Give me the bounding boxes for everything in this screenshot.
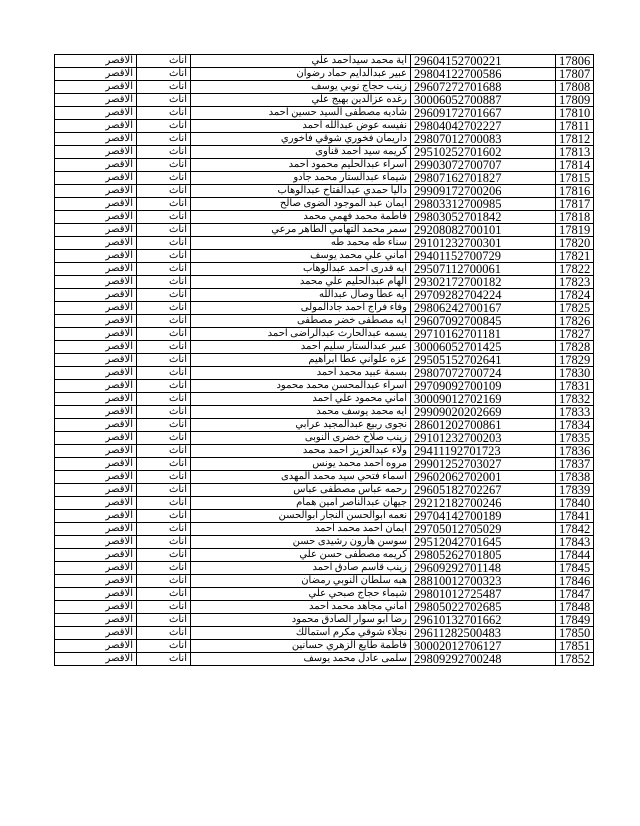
governorate-cell: الاقصر <box>55 250 137 263</box>
serial-number-cell: 17837 <box>556 458 594 471</box>
gender-cell: اناث <box>137 341 191 354</box>
table-row <box>55 640 594 653</box>
national-id-cell: 29806242700167 <box>411 302 556 315</box>
national-id-cell: 29803052701842 <box>411 211 556 224</box>
national-id-cell: 29803312700985 <box>411 198 556 211</box>
gender-cell: اناث <box>137 640 191 653</box>
national-id-cell: 29709282704224 <box>411 289 556 302</box>
gender-cell: اناث <box>137 172 191 185</box>
name-cell: بسمة عبيد محمد احمد <box>191 367 411 380</box>
governorate-cell: الاقصر <box>55 445 137 458</box>
governorate-cell: الاقصر <box>55 198 137 211</box>
table-row <box>55 523 594 536</box>
table-row <box>55 484 594 497</box>
gender-cell: اناث <box>137 237 191 250</box>
name-cell: سمر محمد التهامي الطاهر مرعي <box>191 224 411 237</box>
serial-number-cell: 17845 <box>556 562 594 575</box>
name-cell: اماني محمود علي احمد <box>191 393 411 406</box>
table-row <box>55 367 594 380</box>
name-cell: سوسن هارون رشيدى حسن <box>191 536 411 549</box>
gender-cell: اناث <box>137 458 191 471</box>
serial-number-cell: 17829 <box>556 354 594 367</box>
serial-number-cell: 17808 <box>556 81 594 94</box>
serial-number-cell: 17822 <box>556 263 594 276</box>
national-id-cell: 28601202700861 <box>411 419 556 432</box>
serial-number-cell: 17839 <box>556 484 594 497</box>
table-row <box>55 354 594 367</box>
national-id-cell: 29607092700845 <box>411 315 556 328</box>
gender-cell: اناث <box>137 367 191 380</box>
serial-number-cell: 17815 <box>556 172 594 185</box>
serial-number-cell: 17835 <box>556 432 594 445</box>
table-row <box>55 107 594 120</box>
national-id-cell: 29602062702001 <box>411 471 556 484</box>
gender-cell: اناث <box>137 549 191 562</box>
table-row <box>55 497 594 510</box>
name-cell: ايه عطا وصال عبدالله <box>191 289 411 302</box>
name-cell: سناء طه محمد طه <box>191 237 411 250</box>
name-cell: ايه محمد يوسف محمد <box>191 406 411 419</box>
table-row <box>55 627 594 640</box>
gender-cell: اناث <box>137 198 191 211</box>
national-id-cell: 29505152702641 <box>411 354 556 367</box>
national-id-cell: 30002012706127 <box>411 640 556 653</box>
gender-cell: اناث <box>137 601 191 614</box>
name-cell: نجوى ربيع عبدالمجيد عرابي <box>191 419 411 432</box>
national-id-cell: 29807072700724 <box>411 367 556 380</box>
serial-number-cell: 17849 <box>556 614 594 627</box>
national-id-cell: 29804042702227 <box>411 120 556 133</box>
table-row <box>55 536 594 549</box>
national-id-cell: 29805022702685 <box>411 601 556 614</box>
serial-number-cell: 17832 <box>556 393 594 406</box>
table-row <box>55 588 594 601</box>
national-id-cell: 29809292700248 <box>411 653 556 666</box>
governorate-cell: الاقصر <box>55 588 137 601</box>
gender-cell: اناث <box>137 159 191 172</box>
national-id-cell: 29903072700707 <box>411 159 556 172</box>
table-row <box>55 94 594 107</box>
name-cell: نعمه ابوالحسن النجار ابوالحسن <box>191 510 411 523</box>
table-row <box>55 159 594 172</box>
governorate-cell: الاقصر <box>55 185 137 198</box>
name-cell: نجلاء شوقي مكرم استمالك <box>191 627 411 640</box>
table-row <box>55 133 594 146</box>
serial-number-cell: 17850 <box>556 627 594 640</box>
name-cell: الهام عبدالحليم علي محمد <box>191 276 411 289</box>
gender-cell: اناث <box>137 328 191 341</box>
national-id-cell: 29512042701645 <box>411 536 556 549</box>
gender-cell: اناث <box>137 588 191 601</box>
table-row <box>55 328 594 341</box>
serial-number-cell: 17821 <box>556 250 594 263</box>
governorate-cell: الاقصر <box>55 68 137 81</box>
name-cell: رضا ابو سوار الصادق محمود <box>191 614 411 627</box>
serial-number-cell: 17847 <box>556 588 594 601</box>
serial-number-cell: 17830 <box>556 367 594 380</box>
national-id-cell: 29604152700221 <box>411 55 556 68</box>
table-row <box>55 393 594 406</box>
governorate-cell: الاقصر <box>55 263 137 276</box>
national-id-cell: 29801012725487 <box>411 588 556 601</box>
gender-cell: اناث <box>137 146 191 159</box>
serial-number-cell: 17838 <box>556 471 594 484</box>
name-cell: زينب قاسم صادق احمد <box>191 562 411 575</box>
table-row <box>55 81 594 94</box>
name-cell: وفاء فراج احمد جادالمولى <box>191 302 411 315</box>
gender-cell: اناث <box>137 562 191 575</box>
gender-cell: اناث <box>137 419 191 432</box>
serial-number-cell: 17834 <box>556 419 594 432</box>
name-cell: مروه احمد محمد يونس <box>191 458 411 471</box>
national-id-cell: 28810012700323 <box>411 575 556 588</box>
governorate-cell: الاقصر <box>55 380 137 393</box>
name-cell: زينب صلاح خضرى النوبى <box>191 432 411 445</box>
name-cell: عبير عبدالدايم حماد رضوان <box>191 68 411 81</box>
governorate-cell: الاقصر <box>55 640 137 653</box>
name-cell: ولاء عبدالعزيز احمد محمد <box>191 445 411 458</box>
gender-cell: اناث <box>137 276 191 289</box>
table-row <box>55 549 594 562</box>
national-id-cell: 29610132701662 <box>411 614 556 627</box>
governorate-cell: الاقصر <box>55 406 137 419</box>
gender-cell: اناث <box>137 250 191 263</box>
serial-number-cell: 17825 <box>556 302 594 315</box>
name-cell: اسراء عبدالمحسن محمد محمود <box>191 380 411 393</box>
national-id-cell: 29704142700189 <box>411 510 556 523</box>
governorate-cell: الاقصر <box>55 419 137 432</box>
governorate-cell: الاقصر <box>55 81 137 94</box>
governorate-cell: الاقصر <box>55 510 137 523</box>
governorate-cell: الاقصر <box>55 133 137 146</box>
table-row <box>55 406 594 419</box>
governorate-cell: الاقصر <box>55 315 137 328</box>
gender-cell: اناث <box>137 653 191 666</box>
name-cell: زينب حجاج نوبي يوسف <box>191 81 411 94</box>
national-id-cell: 29710162701181 <box>411 328 556 341</box>
table-row <box>55 419 594 432</box>
gender-cell: اناث <box>137 302 191 315</box>
gender-cell: اناث <box>137 224 191 237</box>
table-row <box>55 237 594 250</box>
gender-cell: اناث <box>137 354 191 367</box>
name-cell: عزه علواني عطا ابراهيم <box>191 354 411 367</box>
governorate-cell: الاقصر <box>55 354 137 367</box>
national-id-cell: 29709092700109 <box>411 380 556 393</box>
gender-cell: اناث <box>137 510 191 523</box>
governorate-cell: الاقصر <box>55 432 137 445</box>
national-id-cell: 29411192701723 <box>411 445 556 458</box>
table-row <box>55 575 594 588</box>
name-cell: شيماء حجاج صبحي علي <box>191 588 411 601</box>
table-row <box>55 250 594 263</box>
serial-number-cell: 17806 <box>556 55 594 68</box>
national-id-cell: 29807012700083 <box>411 133 556 146</box>
serial-number-cell: 17807 <box>556 68 594 81</box>
governorate-cell: الاقصر <box>55 146 137 159</box>
governorate-cell: الاقصر <box>55 289 137 302</box>
table-row <box>55 185 594 198</box>
gender-cell: اناث <box>137 289 191 302</box>
governorate-cell: الاقصر <box>55 367 137 380</box>
records-table-body <box>55 55 594 666</box>
serial-number-cell: 17828 <box>556 341 594 354</box>
table-row <box>55 172 594 185</box>
governorate-cell: الاقصر <box>55 94 137 107</box>
table-row <box>55 471 594 484</box>
governorate-cell: الاقصر <box>55 601 137 614</box>
national-id-cell: 30006052701425 <box>411 341 556 354</box>
serial-number-cell: 17819 <box>556 224 594 237</box>
gender-cell: اناث <box>137 94 191 107</box>
name-cell: نفيسه عوض عبدالله احمد <box>191 120 411 133</box>
name-cell: جيهان عبدالناصر امين همام <box>191 497 411 510</box>
table-row <box>55 315 594 328</box>
table-row <box>55 224 594 237</box>
name-cell: شيماء عبدالستار محمد جادو <box>191 172 411 185</box>
national-id-cell: 29507112700061 <box>411 263 556 276</box>
gender-cell: اناث <box>137 523 191 536</box>
gender-cell: اناث <box>137 211 191 224</box>
governorate-cell: الاقصر <box>55 484 137 497</box>
gender-cell: اناث <box>137 380 191 393</box>
serial-number-cell: 17813 <box>556 146 594 159</box>
serial-number-cell: 17840 <box>556 497 594 510</box>
table-row <box>55 276 594 289</box>
gender-cell: اناث <box>137 575 191 588</box>
table-row <box>55 302 594 315</box>
governorate-cell: الاقصر <box>55 562 137 575</box>
gender-cell: اناث <box>137 120 191 133</box>
name-cell: ايمان عبد الموجود الضوى صالح <box>191 198 411 211</box>
table-row <box>55 263 594 276</box>
governorate-cell: الاقصر <box>55 341 137 354</box>
name-cell: رحمه عباس مصطفى عباس <box>191 484 411 497</box>
serial-number-cell: 17816 <box>556 185 594 198</box>
serial-number-cell: 17842 <box>556 523 594 536</box>
national-id-cell: 29611282500483 <box>411 627 556 640</box>
governorate-cell: الاقصر <box>55 458 137 471</box>
table-row <box>55 510 594 523</box>
governorate-cell: الاقصر <box>55 549 137 562</box>
governorate-cell: الاقصر <box>55 523 137 536</box>
governorate-cell: الاقصر <box>55 393 137 406</box>
name-cell: رغده عزالدين بهيج علي <box>191 94 411 107</box>
name-cell: عبير عبدالستار سليم احمد <box>191 341 411 354</box>
governorate-cell: الاقصر <box>55 471 137 484</box>
gender-cell: اناث <box>137 484 191 497</box>
serial-number-cell: 17811 <box>556 120 594 133</box>
national-id-cell: 29607272701688 <box>411 81 556 94</box>
governorate-cell: الاقصر <box>55 55 137 68</box>
name-cell: كريمه مصطفى حسن علي <box>191 549 411 562</box>
serial-number-cell: 17848 <box>556 601 594 614</box>
table-row <box>55 614 594 627</box>
gender-cell: اناث <box>137 627 191 640</box>
name-cell: ايه قدرى احمد عبدالوهاب <box>191 263 411 276</box>
gender-cell: اناث <box>137 315 191 328</box>
serial-number-cell: 17843 <box>556 536 594 549</box>
table-row <box>55 198 594 211</box>
table-row <box>55 55 594 68</box>
name-cell: اسراء عبدالحليم محمود احمد <box>191 159 411 172</box>
gender-cell: اناث <box>137 263 191 276</box>
table-row <box>55 68 594 81</box>
name-cell: اسماء فتحي سيد محمد المهدى <box>191 471 411 484</box>
name-cell: هبه سلطان النوبي رمضان <box>191 575 411 588</box>
governorate-cell: الاقصر <box>55 159 137 172</box>
gender-cell: اناث <box>137 107 191 120</box>
name-cell: كريمه سيد احمد قناوى <box>191 146 411 159</box>
national-id-cell: 29510252701602 <box>411 146 556 159</box>
table-row <box>55 380 594 393</box>
national-id-cell: 29302172700182 <box>411 276 556 289</box>
gender-cell: اناث <box>137 497 191 510</box>
gender-cell: اناث <box>137 133 191 146</box>
governorate-cell: الاقصر <box>55 276 137 289</box>
serial-number-cell: 17831 <box>556 380 594 393</box>
governorate-cell: الاقصر <box>55 120 137 133</box>
national-id-cell: 29909172700206 <box>411 185 556 198</box>
name-cell: فاطمة محمد فهمي محمد <box>191 211 411 224</box>
gender-cell: اناث <box>137 471 191 484</box>
table-row <box>55 445 594 458</box>
governorate-cell: الاقصر <box>55 536 137 549</box>
national-id-cell: 30006052700887 <box>411 94 556 107</box>
national-id-cell: 29605182702267 <box>411 484 556 497</box>
national-id-cell: 29609172701667 <box>411 107 556 120</box>
name-cell: اماني مجاهد محمد احمد <box>191 601 411 614</box>
name-cell: داليا حمدي عبدالفتاح عبدالوهاب <box>191 185 411 198</box>
name-cell: داريمان فخوري شوقي فاخوري <box>191 133 411 146</box>
national-id-cell: 29807162701827 <box>411 172 556 185</box>
national-id-cell: 29609292701148 <box>411 562 556 575</box>
serial-number-cell: 17810 <box>556 107 594 120</box>
governorate-cell: الاقصر <box>55 172 137 185</box>
governorate-cell: الاقصر <box>55 614 137 627</box>
serial-number-cell: 17826 <box>556 315 594 328</box>
name-cell: ايمان احمد محمد احمد <box>191 523 411 536</box>
table-row <box>55 562 594 575</box>
national-id-cell: 29705012705029 <box>411 523 556 536</box>
table-row <box>55 211 594 224</box>
name-cell: اماني علي محمد يوسف <box>191 250 411 263</box>
name-cell: شاديه مصطفى السيد حسين احمد <box>191 107 411 120</box>
governorate-cell: الاقصر <box>55 627 137 640</box>
national-id-cell: 30009012702169 <box>411 393 556 406</box>
governorate-cell: الاقصر <box>55 211 137 224</box>
serial-number-cell: 17824 <box>556 289 594 302</box>
national-id-cell: 29909020202669 <box>411 406 556 419</box>
governorate-cell: الاقصر <box>55 575 137 588</box>
governorate-cell: الاقصر <box>55 328 137 341</box>
table-row <box>55 120 594 133</box>
table-row <box>55 432 594 445</box>
serial-number-cell: 17827 <box>556 328 594 341</box>
governorate-cell: الاقصر <box>55 497 137 510</box>
national-id-cell: 29208082700101 <box>411 224 556 237</box>
governorate-cell: الاقصر <box>55 237 137 250</box>
serial-number-cell: 17818 <box>556 211 594 224</box>
national-id-cell: 29401152700729 <box>411 250 556 263</box>
name-cell: يسمه عبدالحارث عبدالراضى احمد <box>191 328 411 341</box>
serial-number-cell: 17851 <box>556 640 594 653</box>
table-row <box>55 289 594 302</box>
table-row <box>55 601 594 614</box>
serial-number-cell: 17852 <box>556 653 594 666</box>
gender-cell: اناث <box>137 614 191 627</box>
national-id-cell: 29805262701805 <box>411 549 556 562</box>
national-id-cell: 29212182700246 <box>411 497 556 510</box>
name-cell: ايه مصطفى خضر مصطفى <box>191 315 411 328</box>
table-row <box>55 653 594 666</box>
name-cell: سلمى عادل محمد يوسف <box>191 653 411 666</box>
governorate-cell: الاقصر <box>55 224 137 237</box>
national-id-cell: 29101232700301 <box>411 237 556 250</box>
national-id-cell: 29101232700203 <box>411 432 556 445</box>
gender-cell: اناث <box>137 445 191 458</box>
gender-cell: اناث <box>137 406 191 419</box>
gender-cell: اناث <box>137 536 191 549</box>
governorate-cell: الاقصر <box>55 302 137 315</box>
gender-cell: اناث <box>137 393 191 406</box>
gender-cell: اناث <box>137 185 191 198</box>
serial-number-cell: 17814 <box>556 159 594 172</box>
gender-cell: اناث <box>137 81 191 94</box>
gender-cell: اناث <box>137 432 191 445</box>
serial-number-cell: 17809 <box>556 94 594 107</box>
name-cell: اية محمد سيداحمد علي <box>191 55 411 68</box>
serial-number-cell: 17844 <box>556 549 594 562</box>
records-table <box>54 54 594 666</box>
serial-number-cell: 17841 <box>556 510 594 523</box>
table-row <box>55 146 594 159</box>
serial-number-cell: 17836 <box>556 445 594 458</box>
national-id-cell: 29901252703027 <box>411 458 556 471</box>
name-cell: فاطمة طايع الزهري حسانين <box>191 640 411 653</box>
governorate-cell: الاقصر <box>55 107 137 120</box>
table-row <box>55 341 594 354</box>
national-id-cell: 29804122700586 <box>411 68 556 81</box>
serial-number-cell: 17823 <box>556 276 594 289</box>
gender-cell: اناث <box>137 55 191 68</box>
serial-number-cell: 17817 <box>556 198 594 211</box>
serial-number-cell: 17812 <box>556 133 594 146</box>
table-row <box>55 458 594 471</box>
gender-cell: اناث <box>137 68 191 81</box>
serial-number-cell: 17846 <box>556 575 594 588</box>
serial-number-cell: 17820 <box>556 237 594 250</box>
serial-number-cell: 17833 <box>556 406 594 419</box>
governorate-cell: الاقصر <box>55 653 137 666</box>
